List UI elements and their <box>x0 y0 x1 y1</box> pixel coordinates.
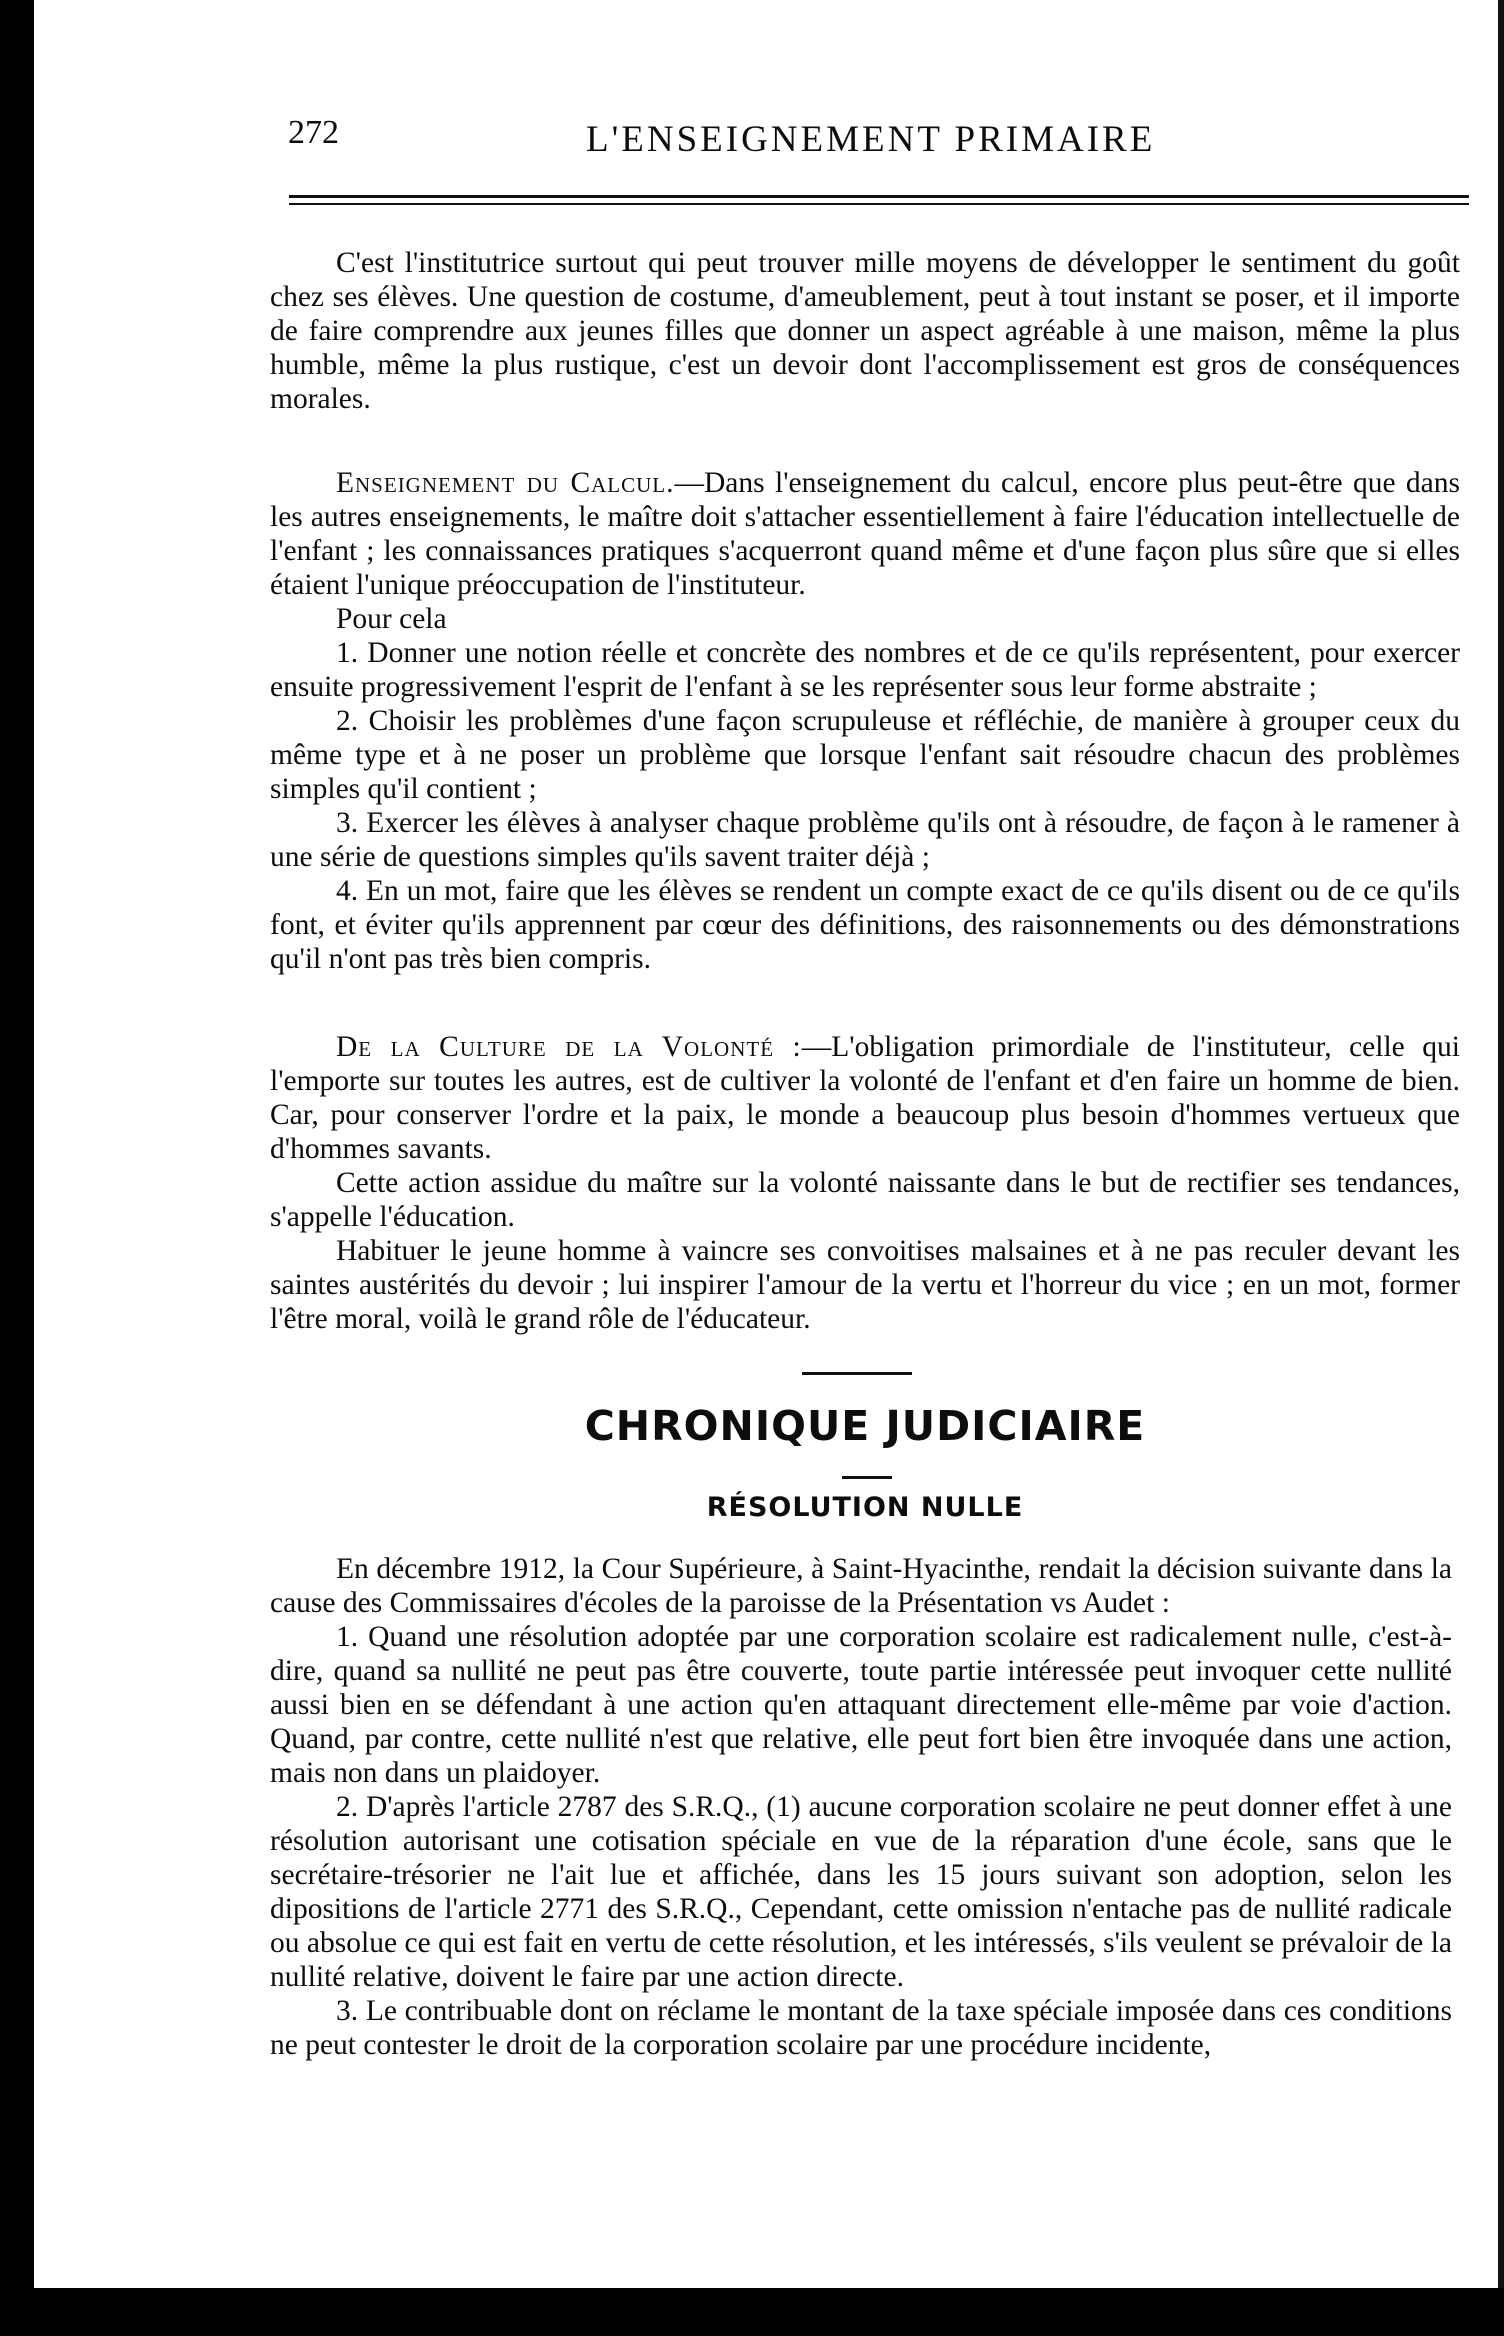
chronique-paragraph: En décembre 1912, la Cour Supérieure, à Saint-Hyacinthe, rendait la décision suivante dans la cause des Commissaires d'écoles de la paroisse de la Présentation vs Audet : <box>270 1553 1452 1619</box>
chronique-paragraph: 3. Le contribuable dont on réclame le montant de la taxe spéciale imposée dans ces conditions ne peut contester le droit de la corporation scolaire par une procédure incidente, <box>270 1995 1452 2061</box>
running-title: L'ENSEIGNEMENT PRIMAIRE <box>586 119 1156 160</box>
calcul-item: 2. Choisir les problèmes d'une façon scrupuleuse et réfléchie, de manière à grouper ceux du même type et à ne poser un problème que lorsque l'enfant sait résoudre chacun des problèmes simples qu'il contient ; <box>270 705 1460 805</box>
intro-block <box>270 246 1460 416</box>
chronique-title: CHRONIQUE JUDICIAIRE <box>584 1402 1146 1450</box>
calcul-heading: Enseignement du Calcul. <box>336 467 675 499</box>
page-header <box>254 106 1194 166</box>
calcul-paragraph <box>270 466 1460 602</box>
chronique-paragraph: 1. Quand une résolution adoptée par une corporation scolaire est radicalement nulle, c'est-à-dire, quand sa nullité ne peut pas être couverte, toute partie intéressée peut invoquer cette nullité aussi bien en se défendant à une action qu'en attaquant directement elle-même par voie d'action. Quand, par contre, cette nullité n'est que relative, elle peut fort bien être invoquée dans une action, mais non dans un plaidoyer. <box>270 1621 1452 1789</box>
page-number: 272 <box>288 114 339 151</box>
calcul-section <box>270 466 1460 976</box>
header-rule <box>289 195 1469 205</box>
document-page <box>34 0 1498 2288</box>
calcul-item: 1. Donner une notion réelle et concrète des nombres et de ce qu'ils représentent, pour exercer ensuite progressivement l'esprit de l'enfant à se les représenter sous leur forme abstraite ; <box>270 637 1460 703</box>
calcul-text: —Dans l'enseignement du calcul, encore plus peut-être que dans les autres enseignements, le maître doit s'attacher essentiellement à faire l'éducation intellectuelle de l'enfant ; les connaissances pratiques s'acquerront quand même et d'une façon plus sûre que si elles étaient l'unique préoccupation de l'instituteur. <box>270 467 1460 601</box>
volonte-section <box>270 1030 1460 1336</box>
scan-border-bottom <box>0 2288 1504 2336</box>
calcul-item: 3. Exercer les élèves à analyser chaque problème qu'ils ont à résoudre, de façon à le ramener à une série de questions simples qu'ils savent traiter déjà ; <box>270 807 1460 873</box>
scan-border-left <box>0 0 34 2336</box>
chronique-subtitle: RÉSOLUTION NULLE <box>706 1492 1024 1523</box>
section-divider <box>802 1372 912 1375</box>
scan-border-right <box>1498 0 1504 2336</box>
calcul-item: 4. En un mot, faire que les élèves se rendent un compte exact de ce qu'ils disent ou de ce qu'ils font, et éviter qu'ils apprennent par cœur des définitions, des raisonnements ou des démonstrations qu'il n'ont pas très bien compris. <box>270 875 1460 975</box>
volonte-paragraph <box>270 1030 1460 1166</box>
pour-cela: Pour cela <box>336 603 447 635</box>
volonte-paragraph-3: Habituer le jeune homme à vaincre ses convoitises malsaines et à ne pas reculer devant les saintes austérités du devoir ; lui inspirer l'amour de la vertu et l'horreur du vice ; en un mot, former l'être moral, voilà le grand rôle de l'éducateur. <box>270 1235 1460 1335</box>
chronique-paragraph: 2. D'après l'article 2787 des S.R.Q., (1) aucune corporation scolaire ne peut donner effet à une résolution autorisant une cotisation spéciale en vue de la réparation d'une école, sans que le secrétaire-trésorier ne l'ait lue et affichée, dans les 15 jours suivant son adoption, selon les dipositions de l'article 2771 des S.R.Q., Cependant, cette omission n'entache pas de nullité radicale ou absolue ce qui est fait en vertu de cette résolution, et les intéressés, s'ils veulent se prévaloir de la nullité relative, doivent le faire par une action directe. <box>270 1791 1452 1993</box>
subtitle-divider <box>842 1476 892 1479</box>
volonte-paragraph-2: Cette action assidue du maître sur la volonté naissante dans le but de rectifier ses tendances, s'appelle l'éducation. <box>270 1167 1460 1233</box>
chronique-body <box>270 1552 1452 2062</box>
volonte-text: —L'obligation primordiale de l'instituteur, celle qui l'emporte sur toutes les autres, est de cultiver la volonté de l'enfant et d'en faire un homme de bien. Car, pour conserver l'ordre et la paix, le monde a beaucoup plus besoin d'hommes vertueux que d'hommes savants. <box>270 1031 1460 1165</box>
intro-paragraph: C'est l'institutrice surtout qui peut trouver mille moyens de développer le sentiment du goût chez ses élèves. Une question de costume, d'ameublement, peut à tout instant se poser, et il importe de faire comprendre aux jeunes filles que donner un aspect agréable à une maison, même la plus humble, même la plus rustique, c'est un devoir dont l'accomplissement est gros de conséquences morales. <box>270 247 1460 415</box>
volonte-heading: De la Culture de la Volonté : <box>336 1031 802 1063</box>
